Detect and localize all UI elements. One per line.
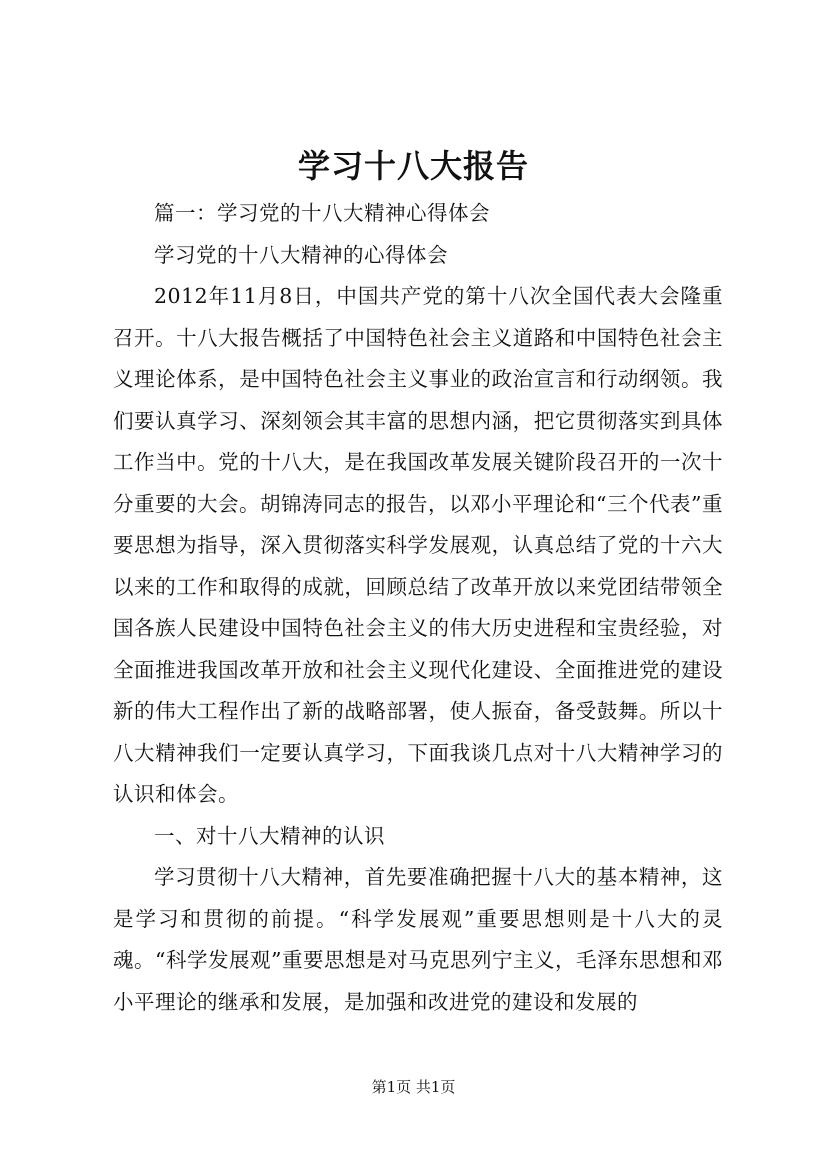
body-paragraph: 2012年11月8日，中国共产党的第十八次全国代表大会隆重召开。十八大报告概括了中国特色社会主义道路和中国特色社会主义理论体系，是中国特色社会主义事业的政治宣言和行动纲领。我们要认真学习、深刻领会其丰富的思想内涵，把它贯彻落实到具体工作当中。党的十八大，是在我国改革发展关键阶段召开的一次十分重要的大会。胡锦涛同志的报告，以邓小平理论和“三个代表”重要思想为指导，深入贯彻落实科学发展观，认真总结了党的十六大以来的工作和取得的成就，回顾总结了改革开放以来党团结带领全国各族人民建设中国特色社会主义的伟大历史进程和宝贵经验，对全面推进我国改革开放和社会主义现代化建设、全面推进党的建设新的伟大工程作出了新的战略部署，使人振奋，备受鼓舞。所以十八大精神我们一定要认真学习，下面我谈几点对十八大精神学习的认识和体会。 — [113, 284, 723, 806]
subsection-heading: 一、对十八大精神的认识 — [154, 823, 385, 848]
body-paragraph: 学习贯彻十八大精神，首先要准确把握十八大的基本精神，这是学习和贯彻的前提。“科学发展观”重要思想则是十八大的灵魂。“科学发展观”重要思想是对马克思列宁主义，毛泽东思想和邓小平理论的继承和发展，是加强和改进党的建设和发展的 — [113, 865, 723, 1014]
section-heading: 篇一：学习党的十八大精神心得体会 — [154, 201, 490, 225]
page-footer: 第1页 共1页 — [371, 1078, 456, 1096]
document-title: 学习十八大报告 — [297, 147, 529, 185]
article-subtitle: 学习党的十八大精神的心得体会 — [154, 242, 448, 267]
document-body — [113, 193, 723, 1023]
